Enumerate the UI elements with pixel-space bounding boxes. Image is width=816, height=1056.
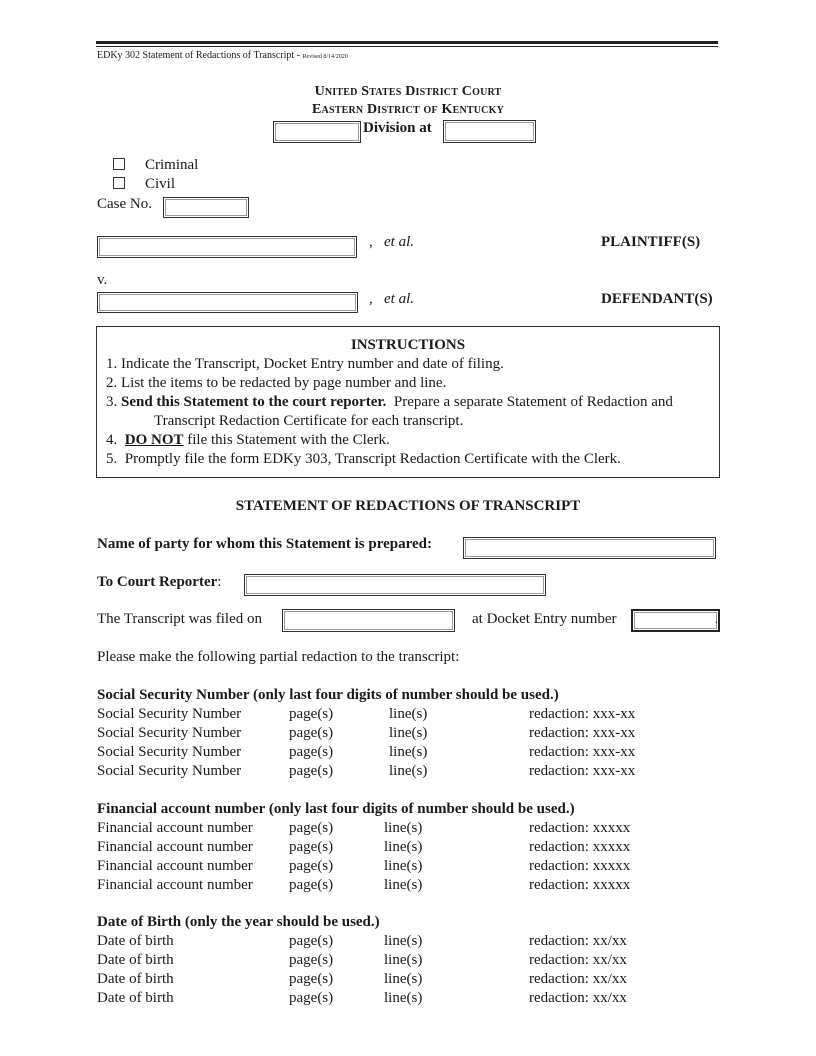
financial-row-page: page(s) [289, 839, 334, 855]
financial-heading: Financial account number (only last four digits of number should be used.) [97, 801, 575, 817]
docket-label: at Docket Entry number [472, 611, 617, 627]
case-no-label: Case No. [97, 196, 152, 212]
reporter-label: To Court Reporter [97, 574, 218, 590]
ssn-row-redaction: redaction: xxx-xx [529, 744, 636, 760]
financial-row-label: Financial account number [97, 820, 253, 836]
ssn-row-page: page(s) [289, 706, 334, 722]
dob-row-page: page(s) [289, 971, 334, 987]
division-label: Division at [363, 120, 432, 136]
dob-row-redaction: redaction: xx/xx [529, 933, 627, 949]
revised-date: Revised 8/14/2020 [302, 54, 348, 60]
financial-row-line: line(s) [384, 820, 423, 836]
court-reporter-field[interactable] [244, 574, 546, 596]
court-name: United States District Court [314, 84, 502, 99]
dob-row-line: line(s) [384, 952, 423, 968]
division-name-field[interactable] [443, 120, 536, 143]
dob-row-line: line(s) [384, 933, 423, 949]
ssn-row-line: line(s) [389, 744, 428, 760]
party-name-field[interactable] [463, 537, 716, 559]
ssn-row-redaction: redaction: xxx-xx [529, 725, 636, 741]
ssn-row-line: line(s) [389, 706, 428, 722]
reporter-colon: : [217, 574, 222, 590]
defendant-et-al: et al. [384, 291, 414, 307]
dob-row-redaction: redaction: xx/xx [529, 952, 627, 968]
instruction-3-continued: Transcript Redaction Certificate for each transcript. [154, 413, 464, 429]
ssn-row-redaction: redaction: xxx-xx [529, 706, 636, 722]
dob-row-page: page(s) [289, 990, 334, 1006]
financial-row-redaction: redaction: xxxxx [529, 858, 631, 874]
dob-row-line: line(s) [384, 990, 423, 1006]
dob-row-line: line(s) [384, 971, 423, 987]
header-rule-thin [96, 46, 718, 47]
ssn-row-label: Social Security Number [97, 744, 242, 760]
ssn-row-redaction: redaction: xxx-xx [529, 763, 636, 779]
docket-entry-field[interactable] [631, 609, 720, 632]
dob-row-label: Date of birth [97, 952, 174, 968]
ssn-row-page: page(s) [289, 725, 334, 741]
ssn-row-line: line(s) [389, 763, 428, 779]
financial-row-page: page(s) [289, 820, 334, 836]
financial-row-line: line(s) [384, 877, 423, 893]
dob-heading: Date of Birth (only the year should be used.) [97, 914, 380, 930]
docket-period: . [715, 612, 718, 626]
financial-row-label: Financial account number [97, 877, 253, 893]
ssn-row-page: page(s) [289, 744, 334, 760]
civil-label: Civil [145, 176, 176, 192]
instruction-1: 1. Indicate the Transcript, Docket Entry number and date of filing. [106, 356, 504, 372]
financial-row-label: Financial account number [97, 839, 253, 855]
instructions-title: INSTRUCTIONS [350, 337, 466, 353]
financial-row-page: page(s) [289, 858, 334, 874]
form-id [97, 50, 348, 61]
criminal-checkbox[interactable] [113, 158, 125, 170]
ssn-row-label: Social Security Number [97, 763, 242, 779]
ssn-row-label: Social Security Number [97, 725, 242, 741]
instruction-4-rest: file this Statement with the Clerk. [183, 432, 390, 448]
instruction-4 [106, 432, 390, 449]
filed-label: The Transcript was filed on [97, 611, 262, 627]
instruction-4-prefix: 4. [106, 432, 125, 448]
instruction-5: 5. Promptly file the form EDKy 303, Transcript Redaction Certificate with the Clerk. [106, 451, 621, 467]
partial-label: Please make the following partial redaction to the transcript: [97, 649, 460, 665]
ssn-row-line: line(s) [389, 725, 428, 741]
instruction-3-rest: Prepare a separate Statement of Redaction and [386, 394, 673, 410]
court-district: Eastern District of Kentucky [311, 102, 505, 117]
form-id-text: EDKy 302 Statement of Redactions of Transcript - [97, 50, 303, 61]
financial-row-page: page(s) [289, 877, 334, 893]
dob-row-redaction: redaction: xx/xx [529, 971, 627, 987]
dob-row-label: Date of birth [97, 990, 174, 1006]
financial-row-line: line(s) [384, 858, 423, 874]
plaintiff-label: PLAINTIFF(S) [601, 234, 701, 250]
financial-row-redaction: redaction: xxxxx [529, 839, 631, 855]
dob-row-redaction: redaction: xx/xx [529, 990, 627, 1006]
reporter-label-wrap [97, 574, 221, 591]
instruction-4-bold: DO NOT [124, 432, 184, 448]
plaintiff-et-al: et al. [384, 234, 414, 250]
dob-row-page: page(s) [289, 952, 334, 968]
ssn-row-page: page(s) [289, 763, 334, 779]
case-no-field[interactable] [163, 197, 249, 218]
financial-row-line: line(s) [384, 839, 423, 855]
dob-row-label: Date of birth [97, 971, 174, 987]
dob-row-page: page(s) [289, 933, 334, 949]
header-rule-thick [96, 41, 718, 44]
criminal-label: Criminal [145, 157, 199, 173]
filed-date-field[interactable] [282, 609, 455, 632]
defendant-field[interactable] [97, 292, 358, 313]
statement-title: STATEMENT OF REDACTIONS OF TRANSCRIPT [235, 498, 581, 514]
instruction-3 [106, 394, 673, 411]
civil-checkbox[interactable] [113, 177, 125, 189]
financial-row-redaction: redaction: xxxxx [529, 820, 631, 836]
instruction-3-bold: Send this Statement to the court reporter. [121, 394, 387, 410]
defendant-label: DEFENDANT(S) [601, 291, 713, 307]
dob-row-label: Date of birth [97, 933, 174, 949]
ssn-row-label: Social Security Number [97, 706, 242, 722]
division-city-field[interactable] [273, 121, 361, 143]
party-label: Name of party for whom this Statement is prepared: [97, 536, 432, 552]
financial-row-redaction: redaction: xxxxx [529, 877, 631, 893]
instruction-2: 2. List the items to be redacted by page number and line. [106, 375, 447, 391]
plaintiff-comma: , [369, 234, 373, 250]
financial-row-label: Financial account number [97, 858, 253, 874]
defendant-comma: , [369, 291, 373, 307]
ssn-heading: Social Security Number (only last four digits of number should be used.) [97, 687, 559, 703]
versus-label: v. [97, 272, 108, 288]
plaintiff-field[interactable] [97, 236, 357, 258]
instruction-3-prefix: 3. [106, 394, 121, 410]
